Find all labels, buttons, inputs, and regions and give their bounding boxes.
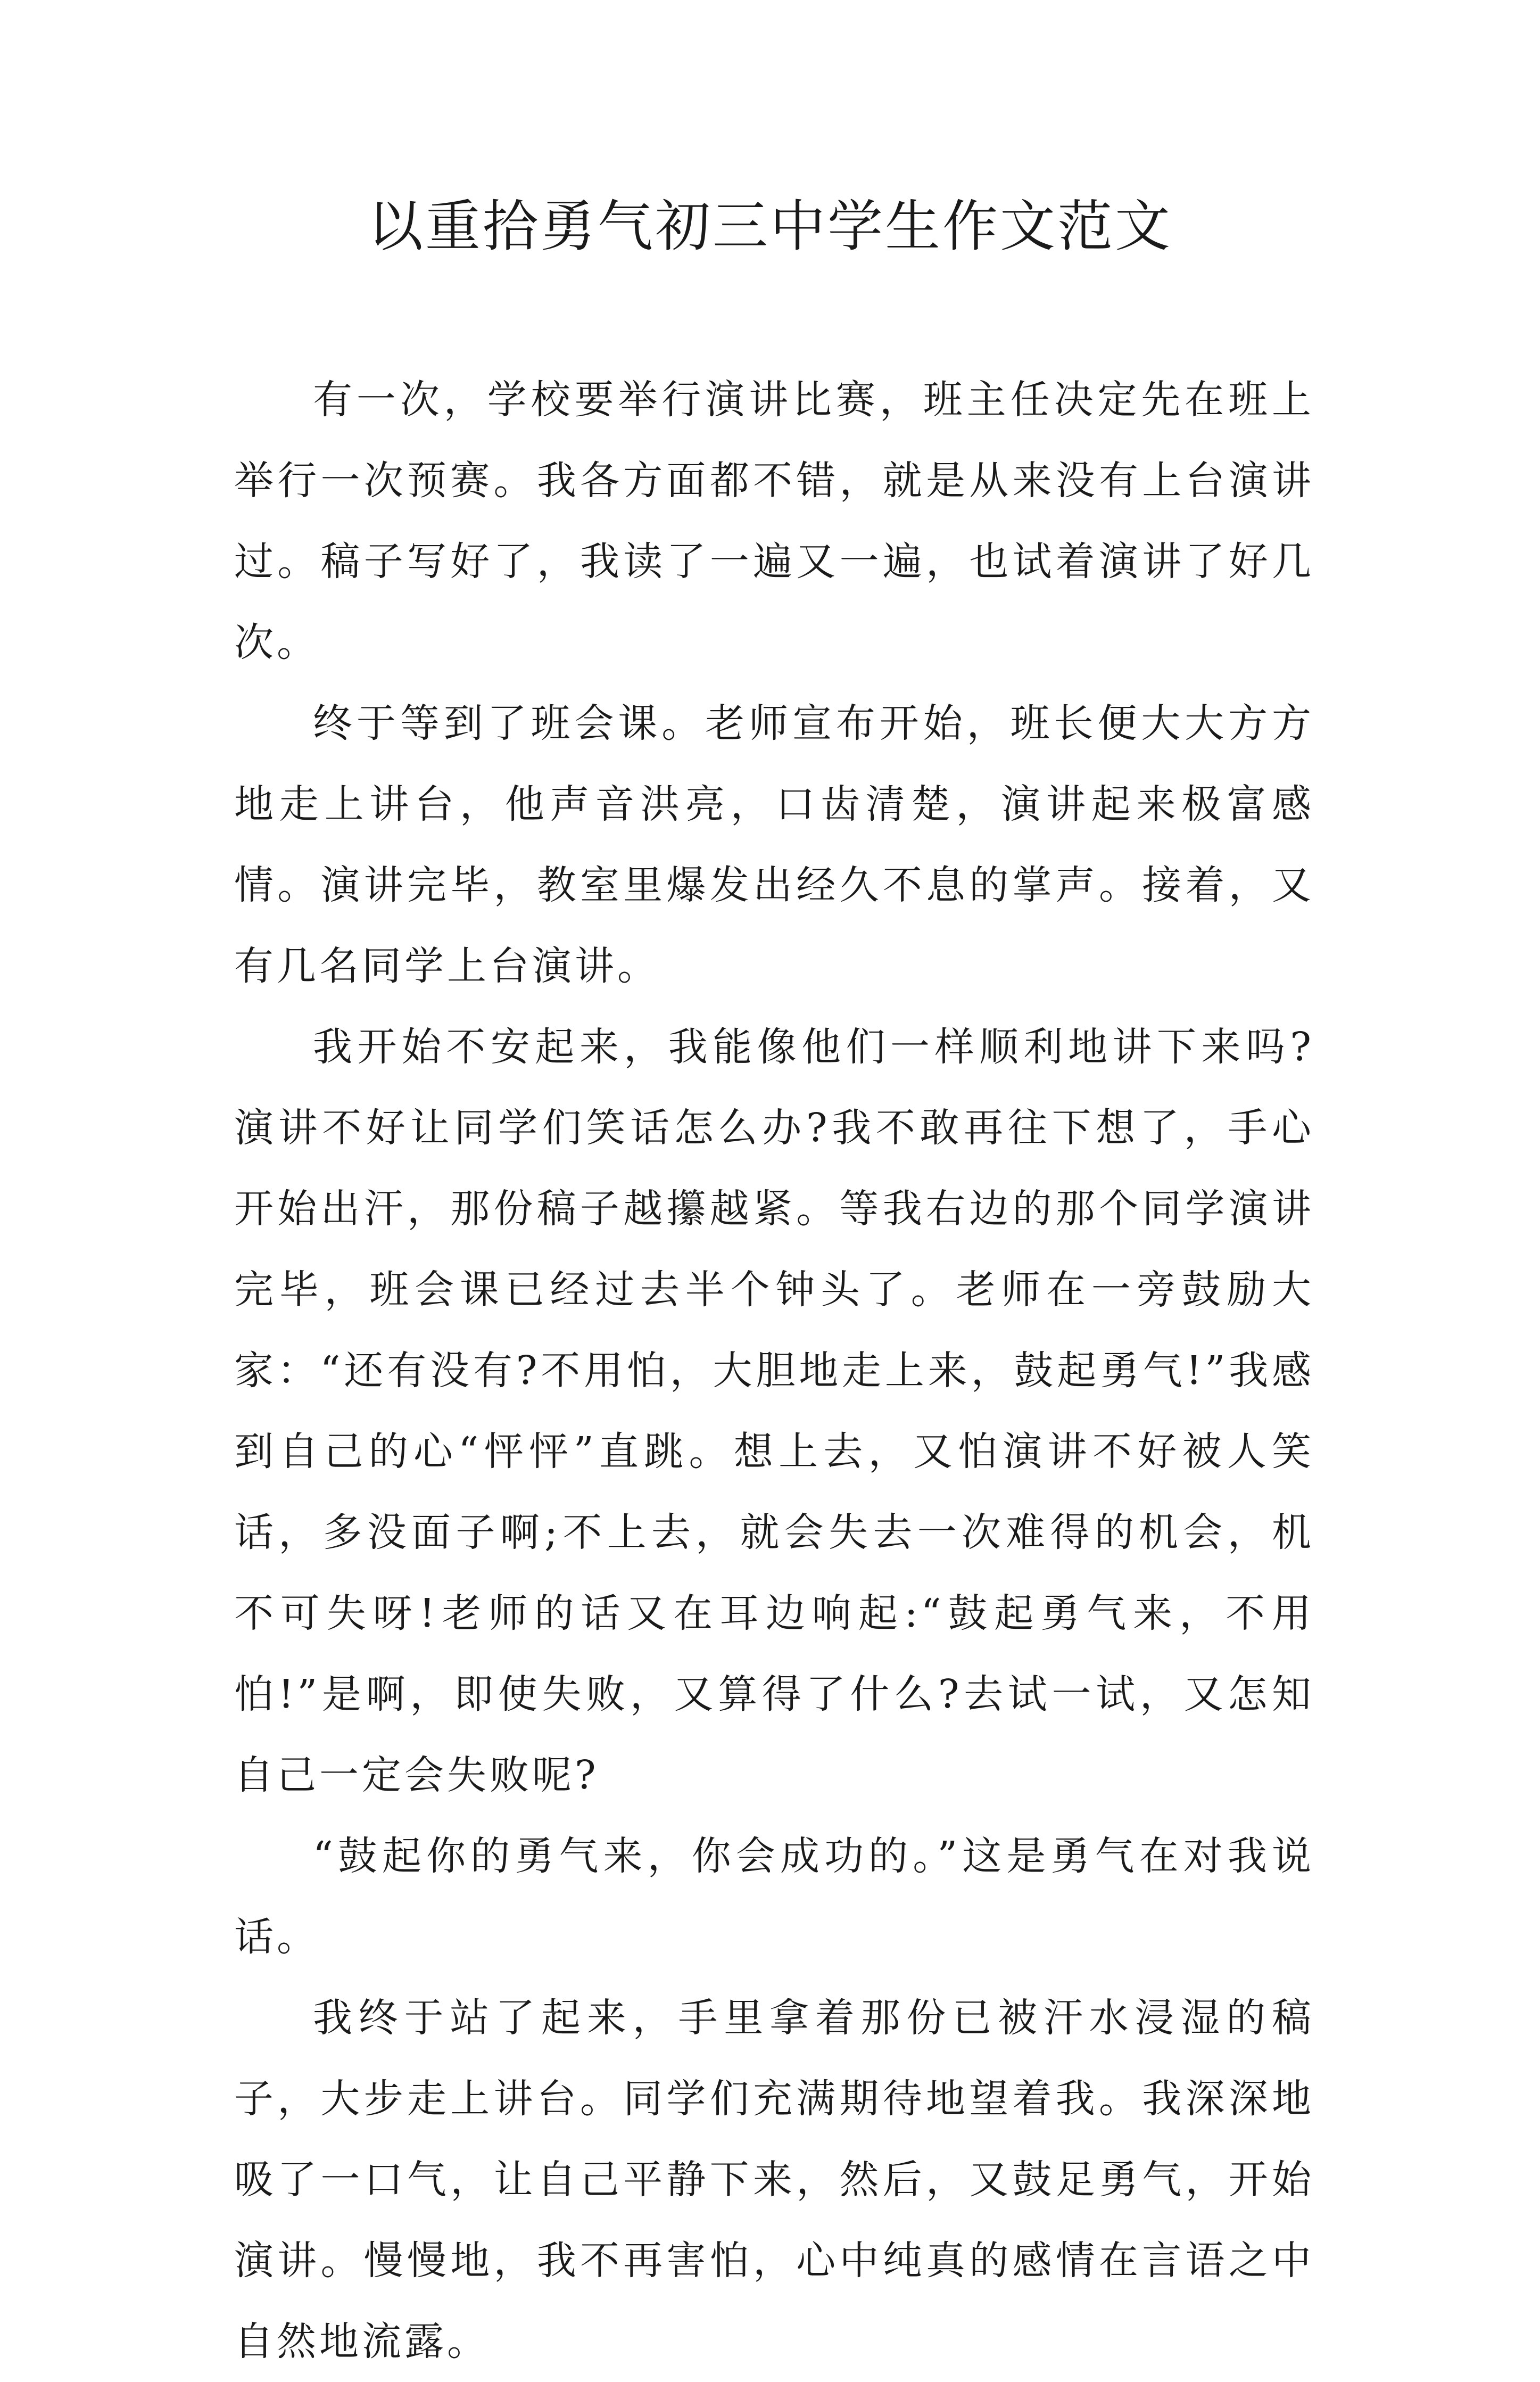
document-title: 以重拾勇气初三中学生作文范文 bbox=[367, 194, 1172, 259]
paragraph: 有一次，学校要举行演讲比赛，班主任决定先在班上举行一次预赛。我各方面都不错，就是从来没有上台演讲过。稿子写好了，我读了一遍又一遍，也试着演讲了好几次。 bbox=[234, 377, 1314, 665]
paragraph: “鼓起你的勇气来，你会成功的。”这是勇气在对我说话。 bbox=[234, 1833, 1314, 1960]
paragraph: 我开始不安起来，我能像他们一样顺利地讲下来吗?演讲不好让同学们笑话怎么办?我不敢再往下想了，手心开始出汗，那份稿子越攥越紧。等我右边的那个同学演讲完毕，班会课已经过去半个钟头了。老师在一旁鼓励大家：“还有没有?不用怕，大胆地走上来，鼓起勇气!”我感到自己的心“怦怦”直跳。想上去，又怕演讲不好被人笑话，多没面子啊;不上去，就会失去一次难得的机会，机不可失呀!老师的话又在耳边响起:“鼓起勇气来，不用怕!”是啊，即使失败，又算得了什么?去试一试，又怎知自己一定会失败呢? bbox=[234, 1024, 1314, 1798]
document-body bbox=[234, 359, 1314, 2382]
paragraph: 我终于站了起来，手里拿着那份已被汗水浸湿的稿子，大步走上讲台。同学们充满期待地望着我。我深深地吸了一口气，让自己平静下来，然后，又鼓足勇气，开始演讲。慢慢地，我不再害怕，心中纯真的感情在言语之中自然地流露。 bbox=[234, 1995, 1314, 2364]
paragraph: 终于等到了班会课。老师宣布开始，班长便大大方方地走上讲台，他声音洪亮，口齿清楚，演讲起来极富感情。演讲完毕，教室里爆发出经久不息的掌声。接着，又有几名同学上台演讲。 bbox=[234, 700, 1314, 989]
